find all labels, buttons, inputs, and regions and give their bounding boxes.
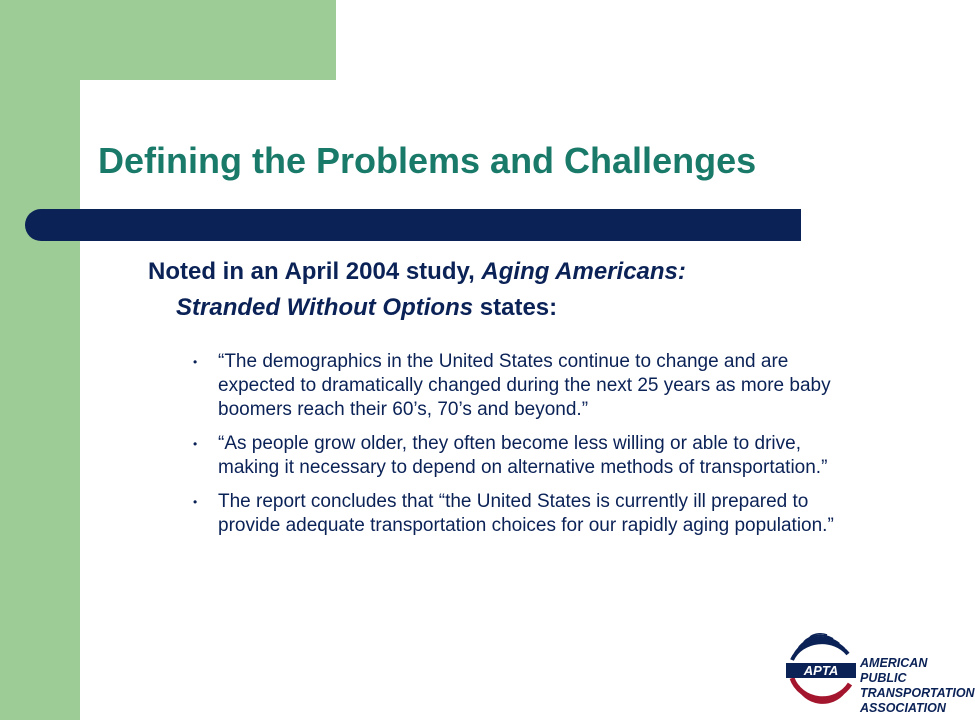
slide-title: Defining the Problems and Challenges: [98, 140, 757, 181]
bullet-text: “The demographics in the United States continue to change and are expected to dramatically changed during the next 25 years as more baby boomers reach their 60’s, 70’s and beyond.”: [218, 351, 831, 420]
study-title-part2: Stranded Without Options: [176, 294, 474, 321]
bullet-item: [190, 432, 850, 480]
logo-line: TRANSPORTATION: [860, 686, 975, 700]
apta-emblem-icon: [782, 628, 860, 720]
logo-wordmark: [860, 656, 975, 716]
bullet-text: The report concludes that “the United States is currently ill prepared to provide adequate transportation choices for our rapidly aging population.”: [218, 491, 834, 536]
bullet-item: [190, 350, 850, 422]
bullet-dot-icon: •: [193, 355, 198, 369]
intro-prefix: Noted in an April 2004 study,: [148, 258, 482, 285]
study-title-part1: Aging Americans:: [481, 258, 686, 285]
logo-acronym: APTA: [803, 663, 839, 678]
intro-suffix: states:: [473, 294, 558, 321]
apta-logo: [782, 628, 975, 720]
intro-line2: [148, 290, 908, 326]
bullet-dot-icon: •: [193, 495, 198, 509]
green-accent-side: [0, 80, 80, 720]
title-divider-bar: [25, 209, 801, 241]
bullet-text: “As people grow older, they often become less willing or able to drive, making it necessary to depend on alternative methods of transportation.”: [218, 433, 828, 478]
bullet-dot-icon: •: [193, 437, 198, 451]
bullet-list: [190, 350, 850, 548]
green-accent-top: [0, 0, 336, 80]
logo-line: ASSOCIATION: [860, 701, 946, 715]
logo-line: PUBLIC: [860, 671, 907, 685]
bullet-item: [190, 490, 850, 538]
intro-text: [148, 254, 908, 326]
logo-line: AMERICAN: [860, 656, 928, 670]
